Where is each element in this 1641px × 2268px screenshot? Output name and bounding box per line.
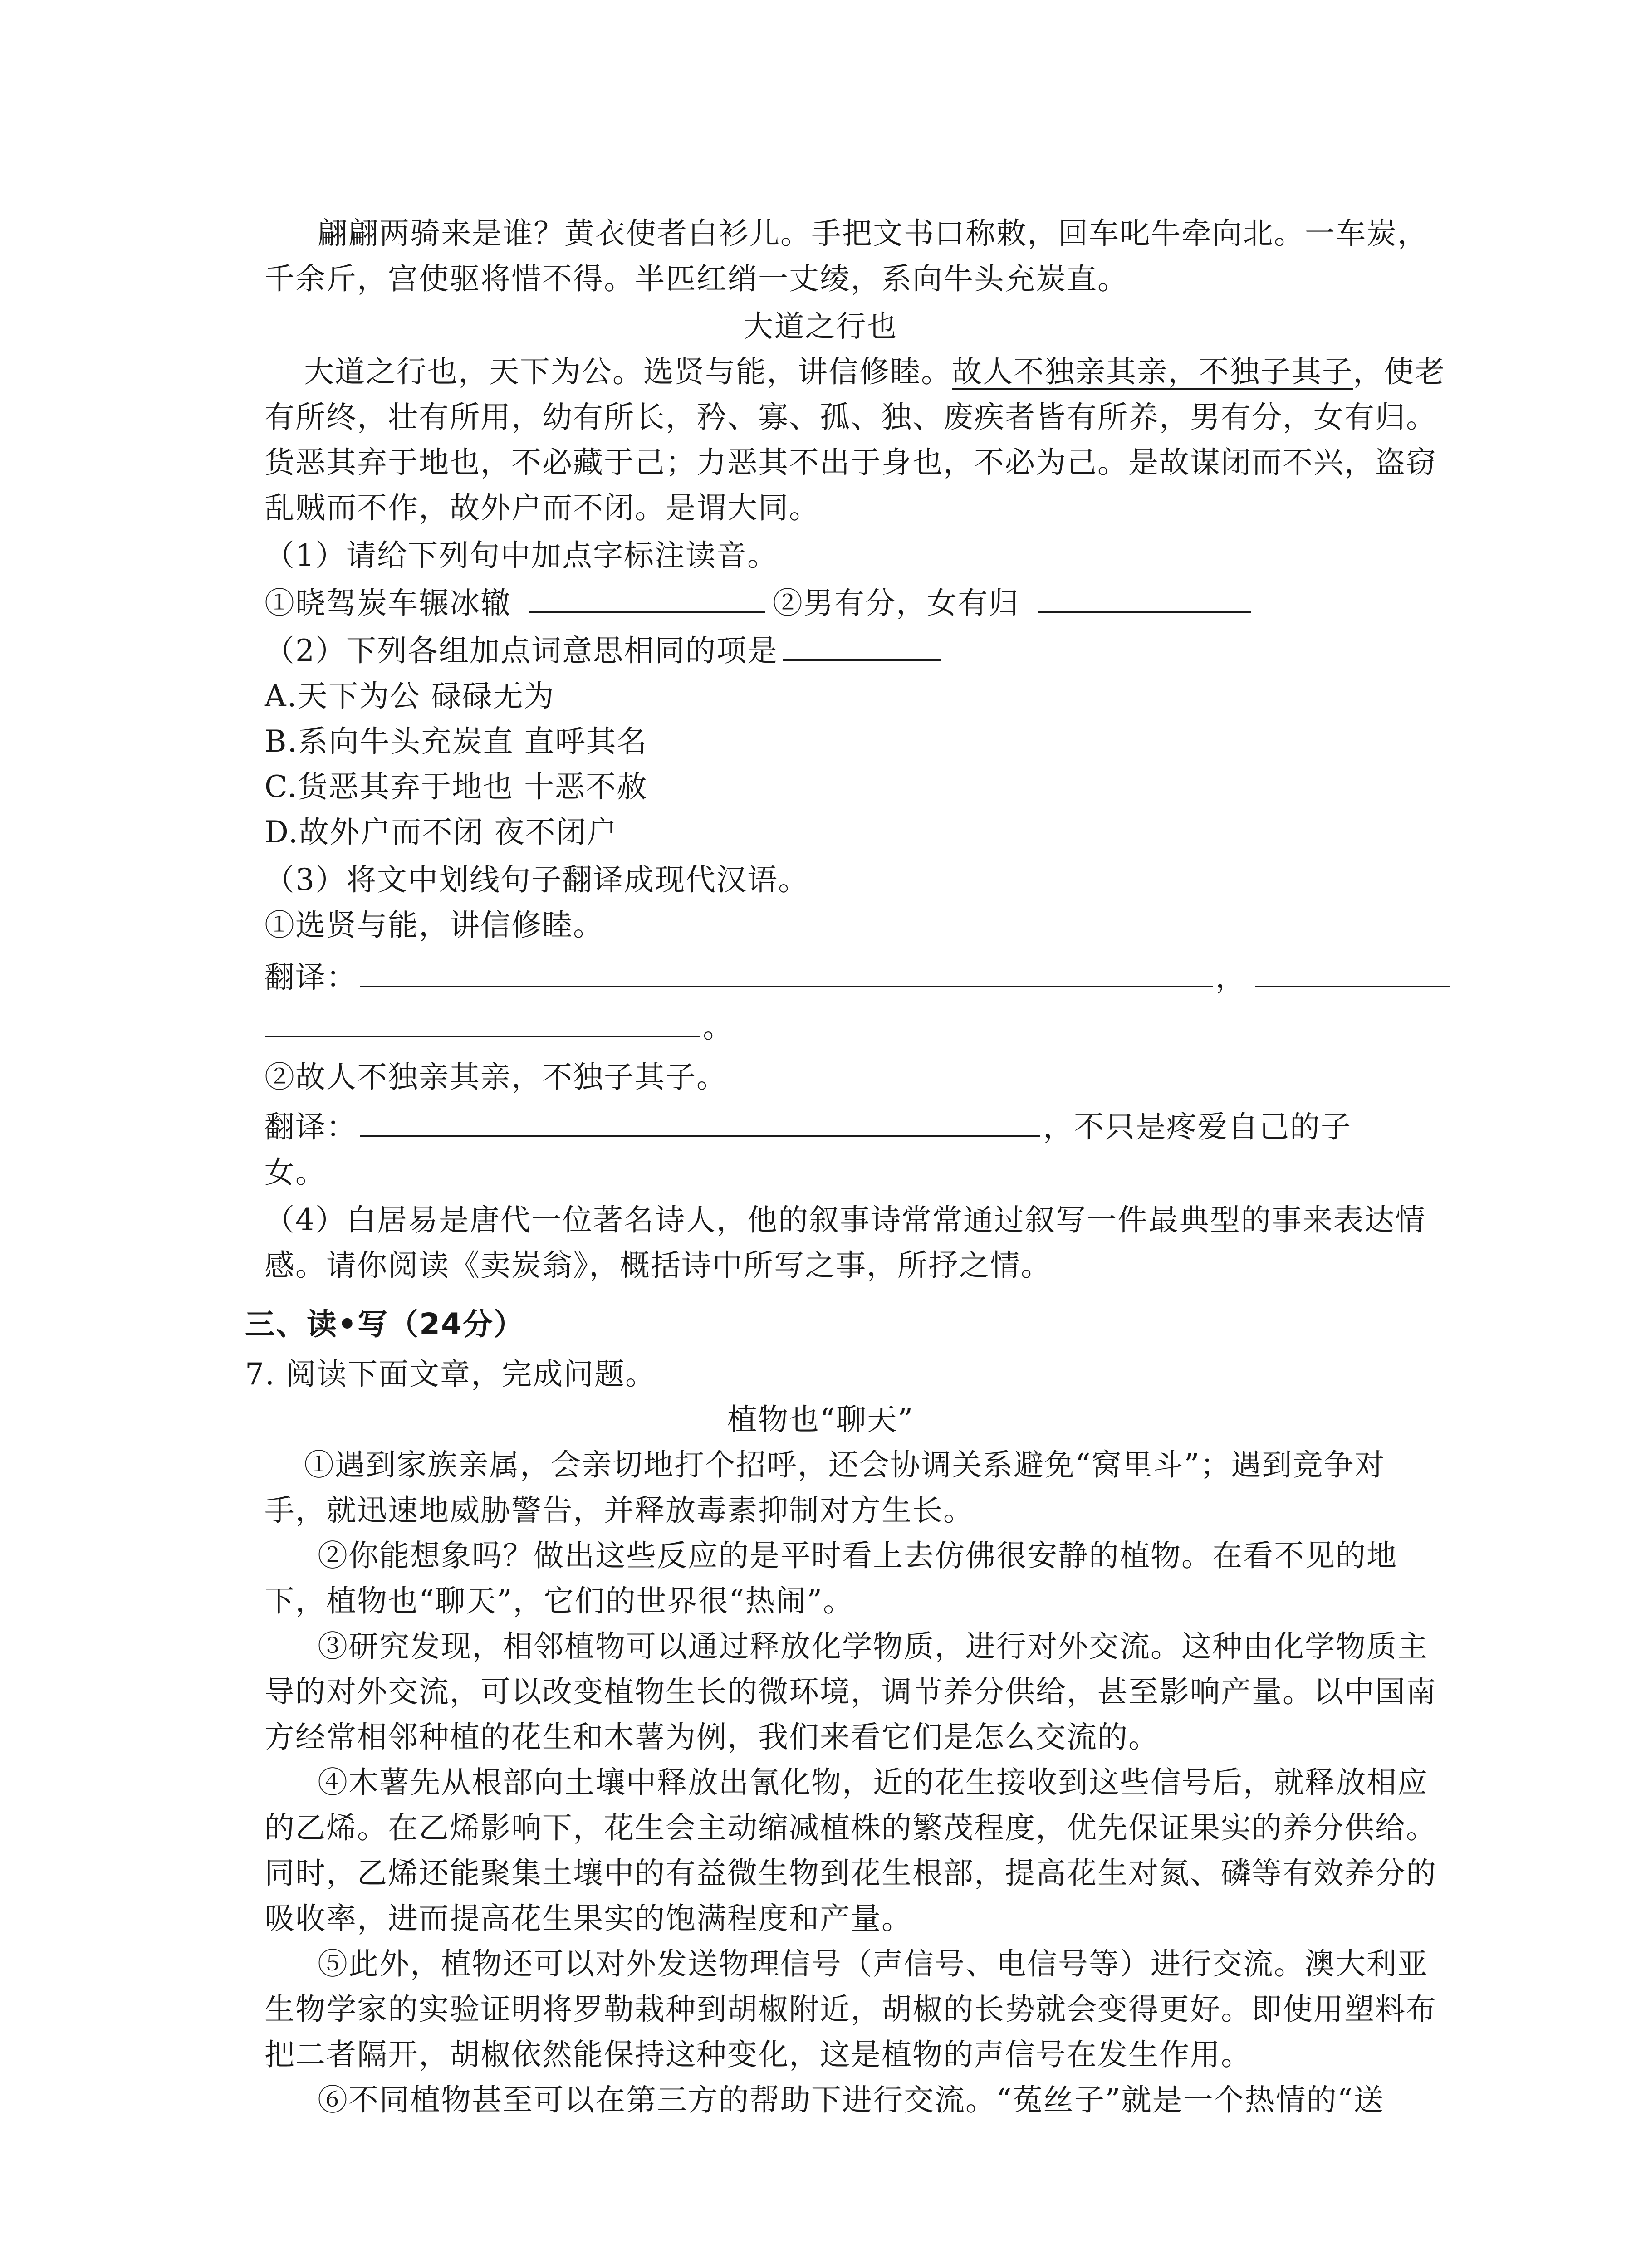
article-p4-line-3: 同时，乙烯还能聚集土壤中的有益微生物到花生根部，提高花生对氮、磷等有效养分的: [265, 1856, 1437, 1891]
q2-answer-blank[interactable]: [783, 631, 941, 661]
article-p4-line-2: 的乙烯。在乙烯影响下，花生会主动缩减植株的繁茂程度，优先保证果实的养分供给。: [265, 1810, 1437, 1845]
q2-stem-line: [265, 631, 944, 671]
q2-option-c: C.货恶其弃于地也 十恶不赦: [265, 769, 648, 804]
q3-translation-comma: ，: [1215, 960, 1246, 995]
q2-option-a: A.天下为公 碌碌无为: [265, 679, 555, 714]
q1-items: [265, 583, 1254, 624]
q1-item-2: ②男有分，女有归: [773, 586, 1019, 621]
q3-translation-label-2: 翻译：: [265, 1110, 357, 1144]
q3-translation-label-1: 翻译：: [265, 960, 357, 995]
passage-text-tail: ，使老: [1353, 354, 1445, 389]
article-p2-line-1: ②你能想象吗？做出这些反应的是平时看上去仿佛很安静的植物。在看不见的地: [318, 1538, 1397, 1573]
q1-item-1: ①晓驾炭车辗冰辙: [265, 586, 511, 621]
q2-stem: （2）下列各组加点词意思相同的项是: [265, 633, 778, 668]
q2-option-b: B.系向牛头充炭直 直呼其名: [265, 724, 648, 759]
q4-line-1: （4）白居易是唐代一位著名诗人，他的叙事诗常常通过叙写一件最典型的事来表达情: [265, 1202, 1426, 1237]
article-p5-line-2: 生物学家的实验证明将罗勒栽种到胡椒附近，胡椒的长势就会变得更好。即使用塑料布: [265, 1992, 1437, 2027]
article-p4-line-4: 吸收率，进而提高花生果实的饱满程度和产量。: [265, 1901, 912, 1936]
q3-sentence-2: ②故人不独亲其亲，不独子其子。: [265, 1060, 727, 1095]
article-p1-line-1: ①遇到家族亲属，会亲切地打个招呼，还会协调关系避免“窝里斗”；遇到竞争对: [304, 1447, 1386, 1482]
q3-translation-period: 。: [703, 1010, 734, 1045]
q3-translation-blank-1c[interactable]: [265, 1007, 700, 1037]
q3-translation-1-cont: [265, 1007, 734, 1048]
passage-line-2: 有所终，壮有所用，幼有所长，矜、寡、孤、独、废疾者皆有所养，男有分，女有归。: [265, 400, 1437, 435]
article-title: 植物也“聊天”: [727, 1402, 914, 1437]
q1-answer-blank-1[interactable]: [529, 583, 765, 613]
passage-line-1: [304, 352, 1445, 392]
article-p5-line-3: 把二者隔开，胡椒依然能保持这种变化，这是植物的声信号在发生作用。: [265, 2037, 1252, 2072]
passage-text: 大道之行也，天下为公。选贤与能，讲信修睦。: [304, 354, 952, 389]
q4-line-2: 感。请你阅读《卖炭翁》，概括诗中所写之事，所抒之情。: [265, 1248, 1052, 1283]
article-p3-line-1: ③研究发现，相邻植物可以通过释放化学物质，进行对外交流。这种由化学物质主: [318, 1629, 1428, 1664]
q7-stem: 7. 阅读下面文章，完成问题。: [245, 1357, 656, 1392]
q3-sentence-1: ①选贤与能，讲信修睦。: [265, 908, 604, 943]
q3-translation-1-line: [265, 957, 1453, 998]
q1-stem: （1）请给下列句中加点字标注读音。: [265, 538, 778, 573]
passage-line-3: 货恶其弃于地也，不必藏于己；力恶其不出于身也，不必为己。是故谋闭而不兴，盗窃: [265, 445, 1437, 480]
q3-translation-2-line: [265, 1107, 1352, 1148]
underlined-comma: ，: [1168, 354, 1199, 389]
article-p3-line-3: 方经常相邻种植的花生和木薯为例，我们来看它们是怎么交流的。: [265, 1720, 1159, 1755]
article-p3-line-2: 导的对外交流，可以改变植物生长的微环境，调节养分供给，甚至影响产量。以中国南: [265, 1674, 1437, 1709]
q3-translation-2-tail: ，不只是疼爱自己的子: [1043, 1110, 1352, 1144]
q3-translation-blank-1b[interactable]: [1255, 958, 1450, 987]
article-p6-line-1: ⑥不同植物甚至可以在第三方的帮助下进行交流。“菟丝子”就是一个热情的“送: [318, 2082, 1385, 2117]
section-3-title: 三、读•写（24分）: [245, 1307, 525, 1342]
article-p4-line-1: ④木薯先从根部向土壤中释放出氰化物，近的花生接收到这些信号后，就释放相应: [318, 1765, 1428, 1800]
passage-title: 大道之行也: [743, 309, 898, 344]
poem-line-2: 千余斤，宫使驱将惜不得。半匹红绡一丈绫，系向牛头充炭直。: [265, 261, 1128, 296]
q3-stem: （3）将文中划线句子翻译成现代汉语。: [265, 862, 809, 897]
passage-line-4: 乱贼而不作，故外户而不闭。是谓大同。: [265, 490, 820, 525]
q2-option-d: D.故外户而不闭 夜不闭户: [265, 815, 618, 850]
q3-translation-blank-1a[interactable]: [360, 958, 1213, 987]
q1-answer-blank-2[interactable]: [1038, 583, 1251, 613]
article-p2-line-2: 下，植物也“聊天”，它们的世界很“热闹”。: [265, 1584, 854, 1618]
q3-translation-blank-2[interactable]: [360, 1107, 1040, 1137]
underlined-sentence-2: 不独子其子: [1199, 354, 1353, 389]
q3-translation-2-end: 女。: [265, 1155, 326, 1190]
underlined-sentence-1: 故人不独亲其亲: [952, 354, 1168, 389]
poem-line-1: 翩翩两骑来是谁？黄衣使者白衫儿。手把文书口称敕，回车叱牛牵向北。一车炭，: [318, 216, 1428, 251]
article-p5-line-1: ⑤此外，植物还可以对外发送物理信号（声信号、电信号等）进行交流。澳大利亚: [318, 1946, 1428, 1981]
article-p1-line-2: 手，就迅速地威胁警告，并释放毒素抑制对方生长。: [265, 1493, 974, 1528]
